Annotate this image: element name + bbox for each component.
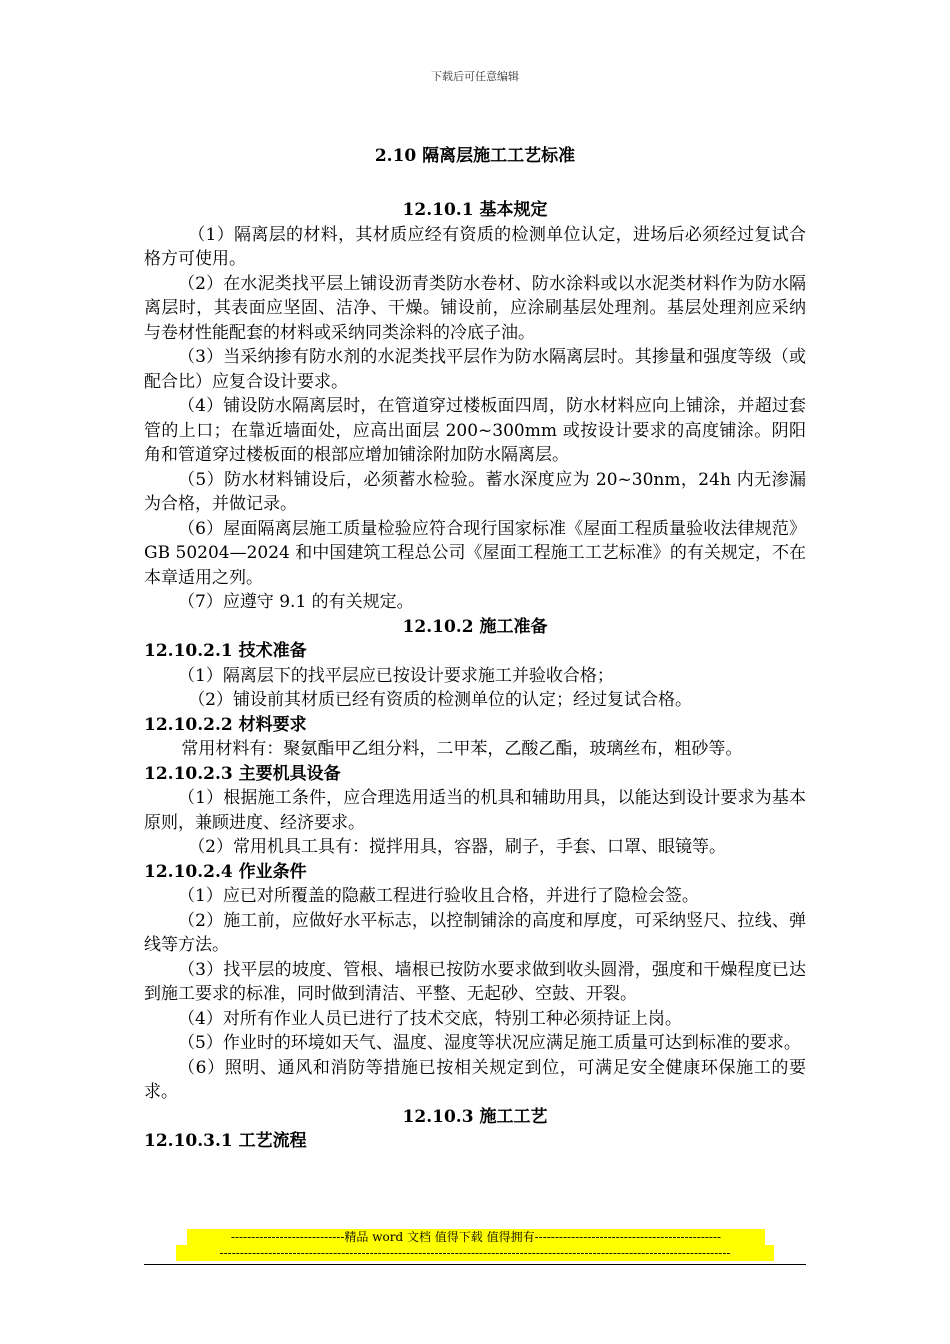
document-body bbox=[144, 144, 806, 1154]
paragraph: 常用材料有：聚氨酯甲乙组分料，二甲苯，乙酸乙酯，玻璃丝布，粗砂等。 bbox=[181, 739, 743, 759]
paragraph: （2）在水泥类找平层上铺设沥青类防水卷材、防水涂料或以水泥类材料作为防水隔离层时，其表面应坚固、洁净、干燥。铺设前，应涂刷基层处理剂。基层处理剂应采纳与卷材性能配套的材料或采纳同类涂料的冷底子油。 bbox=[144, 273, 806, 343]
header-note: 下载后可任意编辑 bbox=[431, 70, 519, 83]
paragraph: （1）根据施工条件，应合理选用适当的机具和辅助用具，以能达到设计要求为基本原则，兼顾进度、经济要求。 bbox=[144, 788, 806, 833]
paragraph: （3）找平层的坡度、管根、墙根已按防水要求做到收头圆滑，强度和干燥程度已达到施工要求的标准，同时做到清洁、平整、无起砂、空鼓、开裂。 bbox=[144, 959, 806, 1004]
paragraph: （6）照明、通风和消防等措施已按相关规定到位，可满足安全健康环保施工的要求。 bbox=[144, 1057, 806, 1102]
subsection-title-work-conditions: 12.10.2.4 作业条件 bbox=[144, 861, 307, 882]
section-title-process: 12.10.3 施工工艺 bbox=[402, 1106, 548, 1127]
footer-banner: ----------------------------精品 word 文档 值得下载 值得拥有---------------------------------------------- bbox=[187, 1229, 765, 1245]
paragraph: （5）作业时的环境如天气、温度、湿度等状况应满足施工质量可达到标准的要求。 bbox=[178, 1033, 801, 1053]
paragraph: （3）当采纳掺有防水剂的水泥类找平层作为防水隔离层时。其掺量和强度等级（或配合比）应复合设计要求。 bbox=[144, 347, 806, 392]
paragraph: （1）隔离层下的找平层应已按设计要求施工并验收合格； bbox=[178, 665, 614, 686]
paragraph: （2）施工前，应做好水平标志，以控制铺涂的高度和厚度，可采纳竖尺、拉线、弹线等方法。 bbox=[144, 910, 806, 955]
paragraph: （1）隔离层的材料，其材质应经有资质的检测单位认定，进场后必须经过复试合格方可使用。 bbox=[144, 224, 806, 269]
subsection-title-technical-prep: 12.10.2.1 技术准备 bbox=[144, 641, 307, 661]
footer-dash-line: ------------------------------------------------------------------------------------------------------------------------------ bbox=[176, 1245, 774, 1261]
document-title: 2.10 隔离层施工工艺标准 bbox=[374, 146, 576, 166]
paragraph: （5）防水材料铺设后，必须蓄水检验。蓄水深度应为 20~30nm，24h 内无渗漏为合格，并做记录。 bbox=[144, 469, 806, 514]
paragraph: （4）对所有作业人员已进行了技术交底，特别工种必须持证上岗。 bbox=[178, 1008, 682, 1029]
subsection-title-equipment: 12.10.2.3 主要机具设备 bbox=[144, 763, 341, 784]
paragraph: （4）铺设防水隔离层时，在管道穿过楼板面四周，防水材料应向上铺涂，并超过套管的上口；在靠近墙面处，应高出面层 200~300mm 或按设计要求的高度铺涂。阴阳角和管道穿过楼板面的根部应增加铺涂附加防水隔离层。 bbox=[144, 396, 806, 465]
bottom-rule bbox=[144, 1264, 806, 1265]
paragraph: （7）应遵守 9.1 的有关规定。 bbox=[178, 592, 414, 612]
subsection-title-process-flow: 12.10.3.1 工艺流程 bbox=[144, 1131, 307, 1151]
subsection-title-materials: 12.10.2.2 材料要求 bbox=[144, 714, 307, 735]
paragraph: （1）应已对所覆盖的隐蔽工程进行验收且合格，并进行了隐检会签。 bbox=[178, 886, 699, 906]
section-title-preparation: 12.10.2 施工准备 bbox=[402, 616, 548, 637]
paragraph: （6）屋面隔离层施工质量检验应符合现行国家标准《屋面工程质量验收法律规范》GB 50204—2024 和中国建筑工程总公司《屋面工程施工工艺标准》的有关规定，不在本章适用之列。 bbox=[144, 518, 806, 588]
paragraph: （2）常用机具工具有：搅拌用具，容器，刷子，手套、口罩、眼镜等。 bbox=[188, 837, 727, 857]
paragraph: （2）铺设前其材质已经有资质的检测单位的认定；经过复试合格。 bbox=[188, 690, 693, 710]
section-title-basic-rules: 12.10.1 基本规定 bbox=[402, 200, 548, 220]
